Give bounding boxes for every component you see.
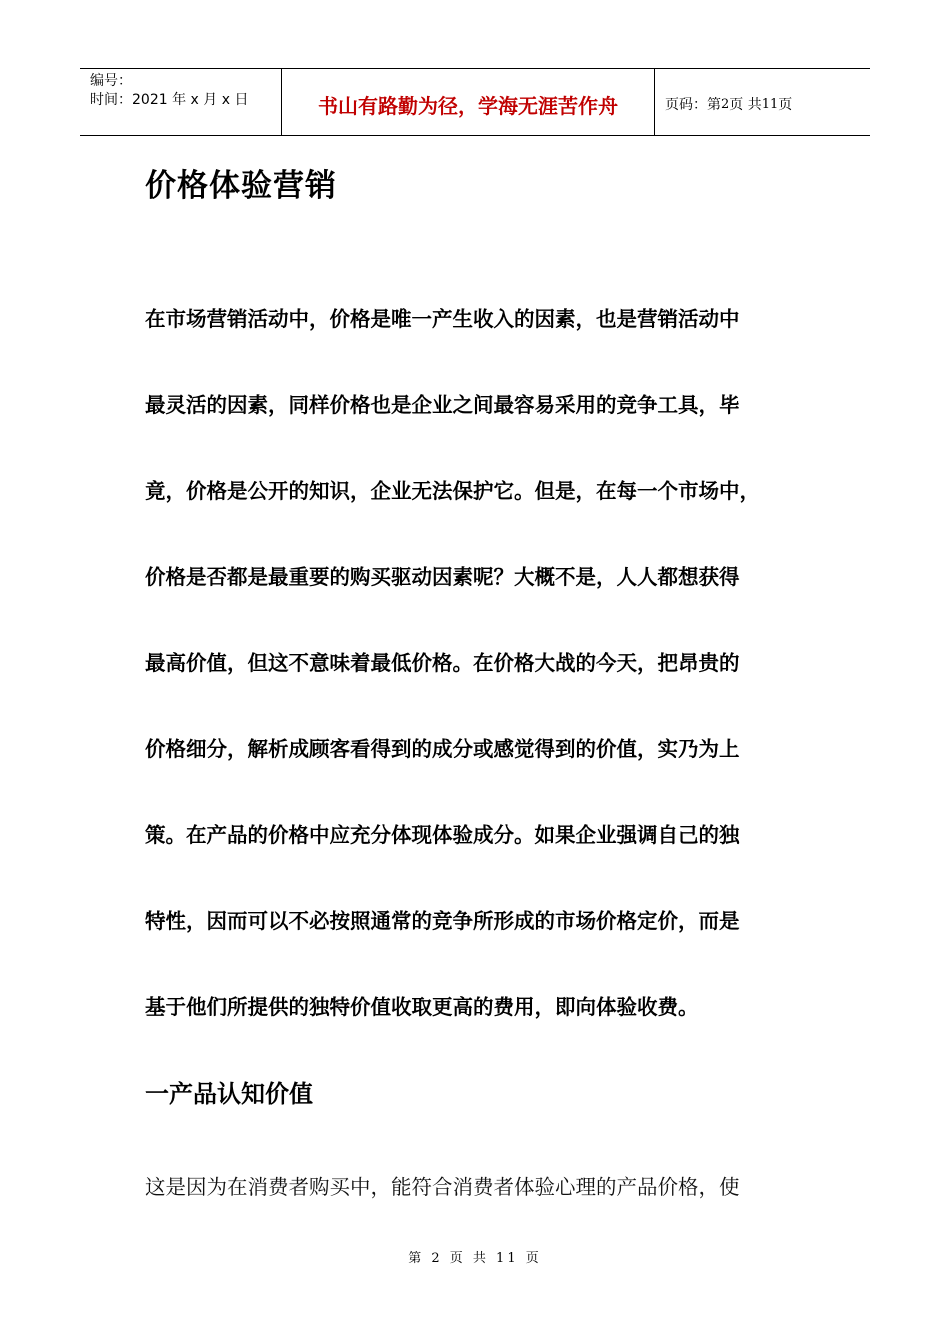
document-date-label: 时间：2021 年 x 月 x 日 — [90, 92, 249, 108]
paragraph-line: 竟，价格是公开的知识，企业无法保护它。但是，在每一个市场中， — [145, 479, 760, 503]
header-page-info — [655, 69, 870, 135]
paragraph-line: 策。在产品的价格中应充分体现体验成分。如果企业强调自己的独 — [145, 823, 740, 847]
paragraph-line: 价格细分，解析成顾客看得到的成分或感觉得到的价值，实乃为上 — [145, 737, 740, 761]
document-header — [80, 68, 870, 136]
page-footer: 第 2 页 共 11 页 — [408, 1251, 542, 1266]
header-motto: 书山有路勤为径，学海无涯苦作舟 — [282, 69, 655, 135]
section-heading: 一产品认知价值 — [145, 1080, 313, 1108]
body-text-line: 这是因为在消费者购买中，能符合消费者体验心理的产品价格，使 — [145, 1175, 740, 1199]
paragraph-line: 价格是否都是最重要的购买驱动因素呢？大概不是，人人都想获得 — [145, 565, 740, 589]
paragraph-line: 特性，因而可以不必按照通常的竞争所形成的市场价格定价，而是 — [145, 909, 740, 933]
paragraph-line: 最灵活的因素，同样价格也是企业之间最容易采用的竞争工具，毕 — [145, 393, 740, 417]
page-current: 2 — [721, 96, 730, 112]
paragraph-line: 最高价值，但这不意味着最低价格。在价格大战的今天，把昂贵的 — [145, 651, 740, 675]
page-label-prefix: 页码：第 — [665, 97, 721, 113]
page-label-suffix: 页 — [778, 97, 793, 113]
page-total: 11 — [761, 96, 779, 112]
page-label-mid: 页 共 — [729, 97, 762, 113]
intro-paragraph — [145, 297, 825, 1071]
paragraph-line: 基于他们所提供的独特价值收取更高的费用，即向体验收费。 — [145, 995, 699, 1019]
page-title: 价格体验营销 — [145, 168, 337, 204]
document-number-label: 编号： — [90, 73, 132, 89]
paragraph-line: 在市场营销活动中，价格是唯一产生收入的因素，也是营销活动中 — [145, 307, 740, 331]
header-meta-cell — [80, 69, 282, 135]
